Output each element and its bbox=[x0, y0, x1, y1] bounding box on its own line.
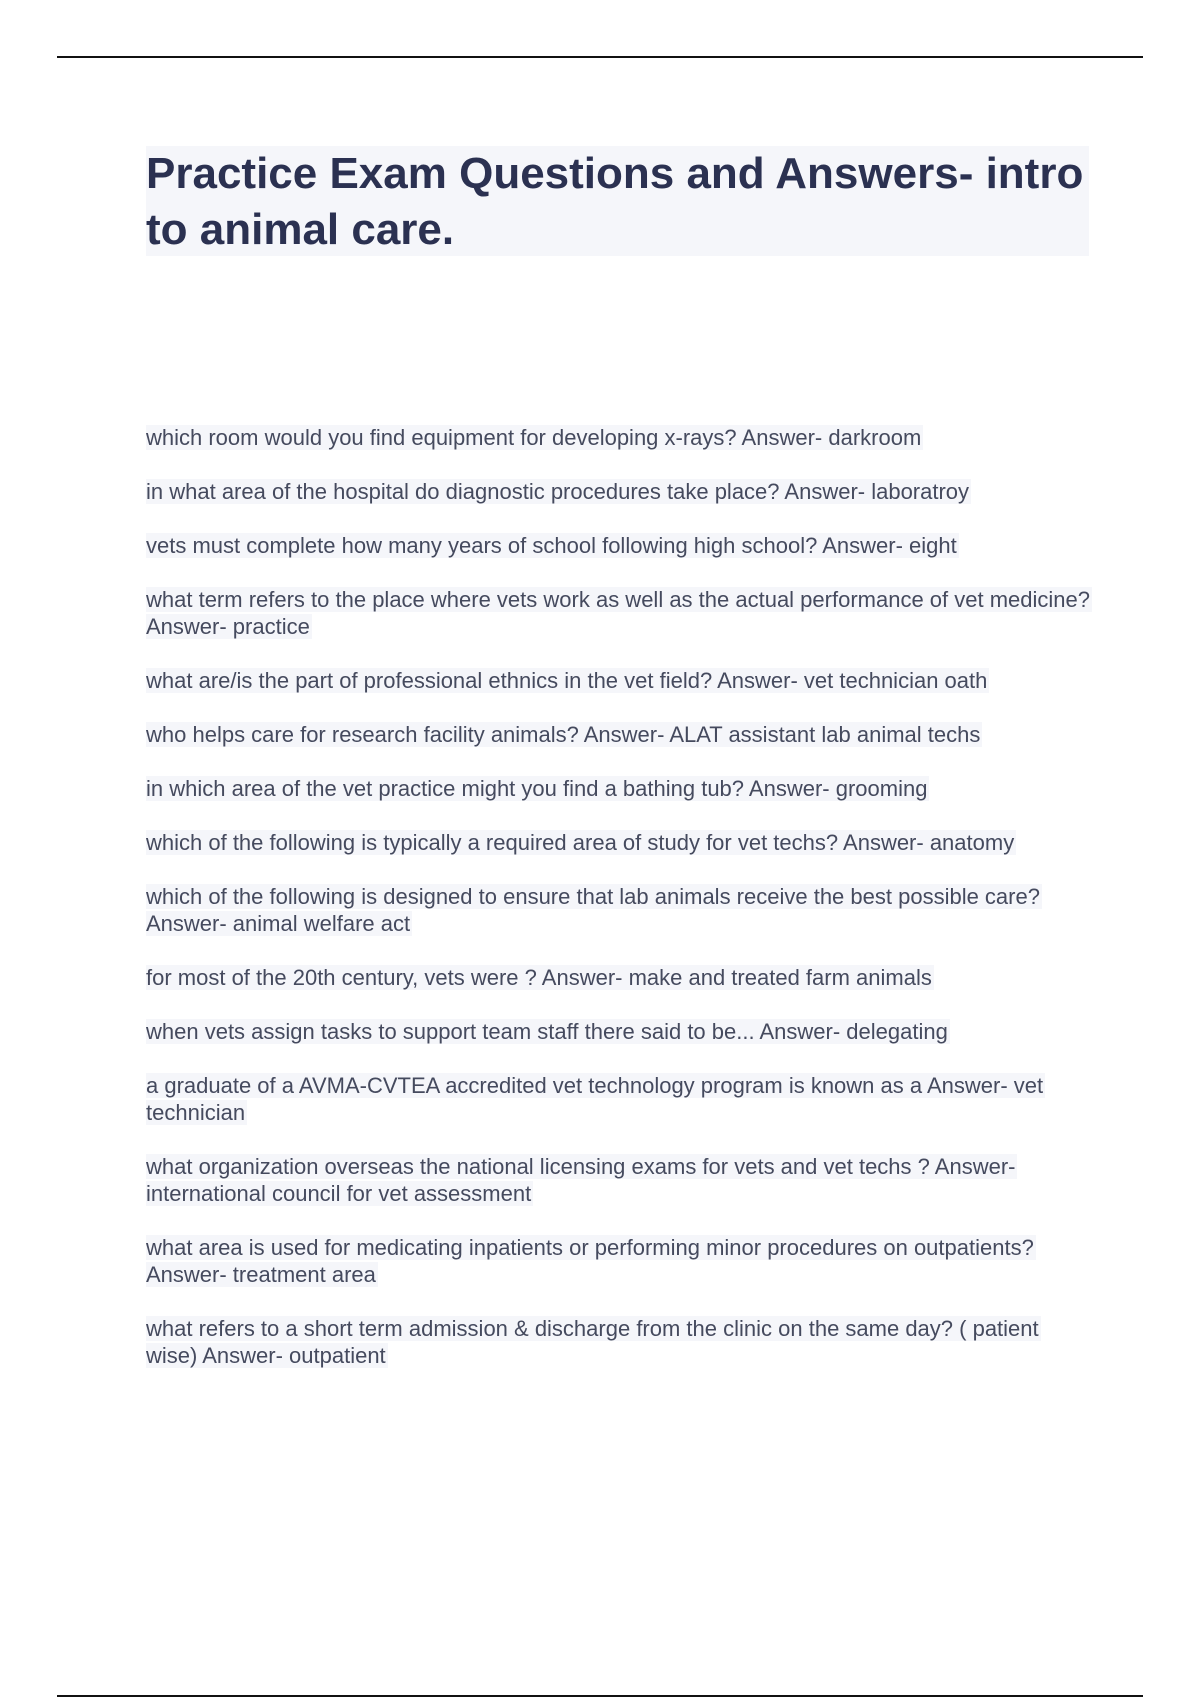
question-text: what refers to a short term admission & discharge from the clinic on the same day? ( patient wise) Answer- outpatient bbox=[146, 1316, 1039, 1368]
question-text: which room would you find equipment for developing x-rays? Answer- darkroom bbox=[146, 425, 922, 450]
question-item bbox=[146, 586, 1096, 640]
question-item bbox=[146, 883, 1096, 937]
question-text: a graduate of a AVMA-CVTEA accredited vet technology program is known as a Answer- vet technician bbox=[146, 1073, 1044, 1125]
question-text: in which area of the vet practice might you find a bathing tub? Answer- grooming bbox=[146, 776, 928, 801]
question-item bbox=[146, 667, 1096, 694]
question-text: what are/is the part of professional ethnics in the vet field? Answer- vet technician oath bbox=[146, 668, 988, 693]
question-text: when vets assign tasks to support team staff there said to be... Answer- delegating bbox=[146, 1019, 948, 1044]
question-text: vets must complete how many years of school following high school? Answer- eight bbox=[146, 533, 957, 558]
question-item bbox=[146, 478, 1096, 505]
question-item bbox=[146, 532, 1096, 559]
question-item bbox=[146, 1153, 1096, 1207]
page-title: Practice Exam Questions and Answers- intro to animal care. bbox=[146, 149, 1084, 254]
question-text: who helps care for research facility animals? Answer- ALAT assistant lab animal techs bbox=[146, 722, 981, 747]
question-item bbox=[146, 721, 1096, 748]
question-text: what area is used for medicating inpatients or performing minor procedures on outpatients? Answer- treatment area bbox=[146, 1235, 1034, 1287]
question-item bbox=[146, 1018, 1096, 1045]
question-item bbox=[146, 829, 1096, 856]
question-item bbox=[146, 964, 1096, 991]
question-item bbox=[146, 1072, 1096, 1126]
top-rule bbox=[57, 56, 1143, 58]
question-item bbox=[146, 775, 1096, 802]
question-text: what organization overseas the national licensing exams for vets and vet techs ? Answer- international council for vet assessment bbox=[146, 1154, 1016, 1206]
bottom-rule bbox=[57, 1695, 1143, 1697]
question-item bbox=[146, 1234, 1096, 1288]
question-list bbox=[146, 424, 1096, 1396]
question-text: which of the following is typically a required area of study for vet techs? Answer- anatomy bbox=[146, 830, 1015, 855]
question-item bbox=[146, 1315, 1096, 1369]
question-text: what term refers to the place where vets work as well as the actual performance of vet medicine? Answer- practice bbox=[146, 587, 1090, 639]
question-text: in what area of the hospital do diagnostic procedures take place? Answer- laboratroy bbox=[146, 479, 970, 504]
question-text: for most of the 20th century, vets were ? Answer- make and treated farm animals bbox=[146, 965, 932, 990]
question-item bbox=[146, 424, 1096, 451]
question-text: which of the following is designed to ensure that lab animals receive the best possible care? Answer- animal welfare act bbox=[146, 884, 1040, 936]
